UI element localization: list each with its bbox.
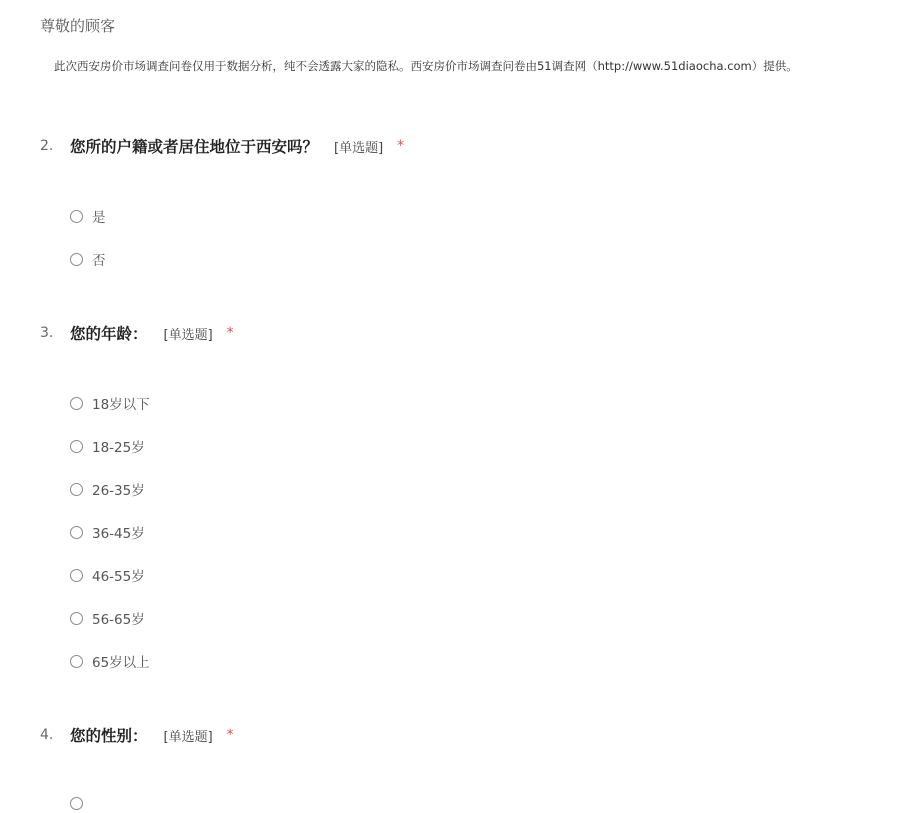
question-header bbox=[40, 134, 404, 158]
option-label: 56-65岁 bbox=[92, 612, 145, 628]
radio-button[interactable] bbox=[70, 440, 83, 453]
option-age-36-45[interactable] bbox=[70, 522, 145, 542]
option-label: 46-55岁 bbox=[92, 569, 145, 585]
question-number: 2. bbox=[40, 138, 54, 154]
question-header bbox=[40, 723, 234, 747]
radio-button[interactable] bbox=[70, 797, 83, 810]
greeting-heading: 尊敬的顾客 bbox=[40, 17, 116, 35]
option-label: 65岁以上 bbox=[92, 655, 150, 671]
option-no[interactable] bbox=[70, 249, 106, 269]
option-age-over-65[interactable] bbox=[70, 651, 150, 671]
radio-button[interactable] bbox=[70, 655, 83, 668]
radio-button[interactable] bbox=[70, 612, 83, 625]
option-age-46-55[interactable] bbox=[70, 565, 145, 585]
option-label: 36-45岁 bbox=[92, 526, 145, 542]
required-marker: * bbox=[226, 727, 234, 743]
radio-button[interactable] bbox=[70, 569, 83, 582]
option-label: 18-25岁 bbox=[92, 440, 145, 456]
question-type-label: [单选题] bbox=[163, 327, 213, 343]
option-label: 是 bbox=[92, 210, 106, 226]
question-type-label: [单选题] bbox=[163, 729, 213, 745]
question-number: 4. bbox=[40, 727, 54, 743]
question-title: 您的性别： bbox=[70, 727, 148, 745]
question-number: 3. bbox=[40, 325, 54, 341]
question-type-label: [单选题] bbox=[334, 140, 384, 156]
required-marker: * bbox=[226, 325, 234, 341]
option-age-under-18[interactable] bbox=[70, 393, 150, 413]
survey-intro-text: 此次西安房价市场调查问卷仅用于数据分析，纯不会透露大家的隐私。西安房价市场调查问卷由51调查网（http://www.51diaocha.com）提供。 bbox=[54, 59, 798, 73]
option-label: 26-35岁 bbox=[92, 483, 145, 499]
question-title: 您的年龄： bbox=[70, 325, 148, 343]
option-age-26-35[interactable] bbox=[70, 479, 145, 499]
option-yes[interactable] bbox=[70, 206, 106, 226]
required-marker: * bbox=[397, 138, 405, 154]
question-header bbox=[40, 321, 234, 345]
option-age-56-65[interactable] bbox=[70, 608, 145, 628]
option-age-18-25[interactable] bbox=[70, 436, 145, 456]
radio-button[interactable] bbox=[70, 483, 83, 496]
option-label: 否 bbox=[92, 253, 106, 269]
radio-button[interactable] bbox=[70, 397, 83, 410]
radio-button[interactable] bbox=[70, 526, 83, 539]
radio-button[interactable] bbox=[70, 253, 83, 266]
option-label: 18岁以下 bbox=[92, 397, 150, 413]
option-gender-first[interactable] bbox=[70, 793, 83, 813]
radio-button[interactable] bbox=[70, 210, 83, 223]
question-title: 您所的户籍或者居住地位于西安吗？ bbox=[70, 138, 319, 156]
